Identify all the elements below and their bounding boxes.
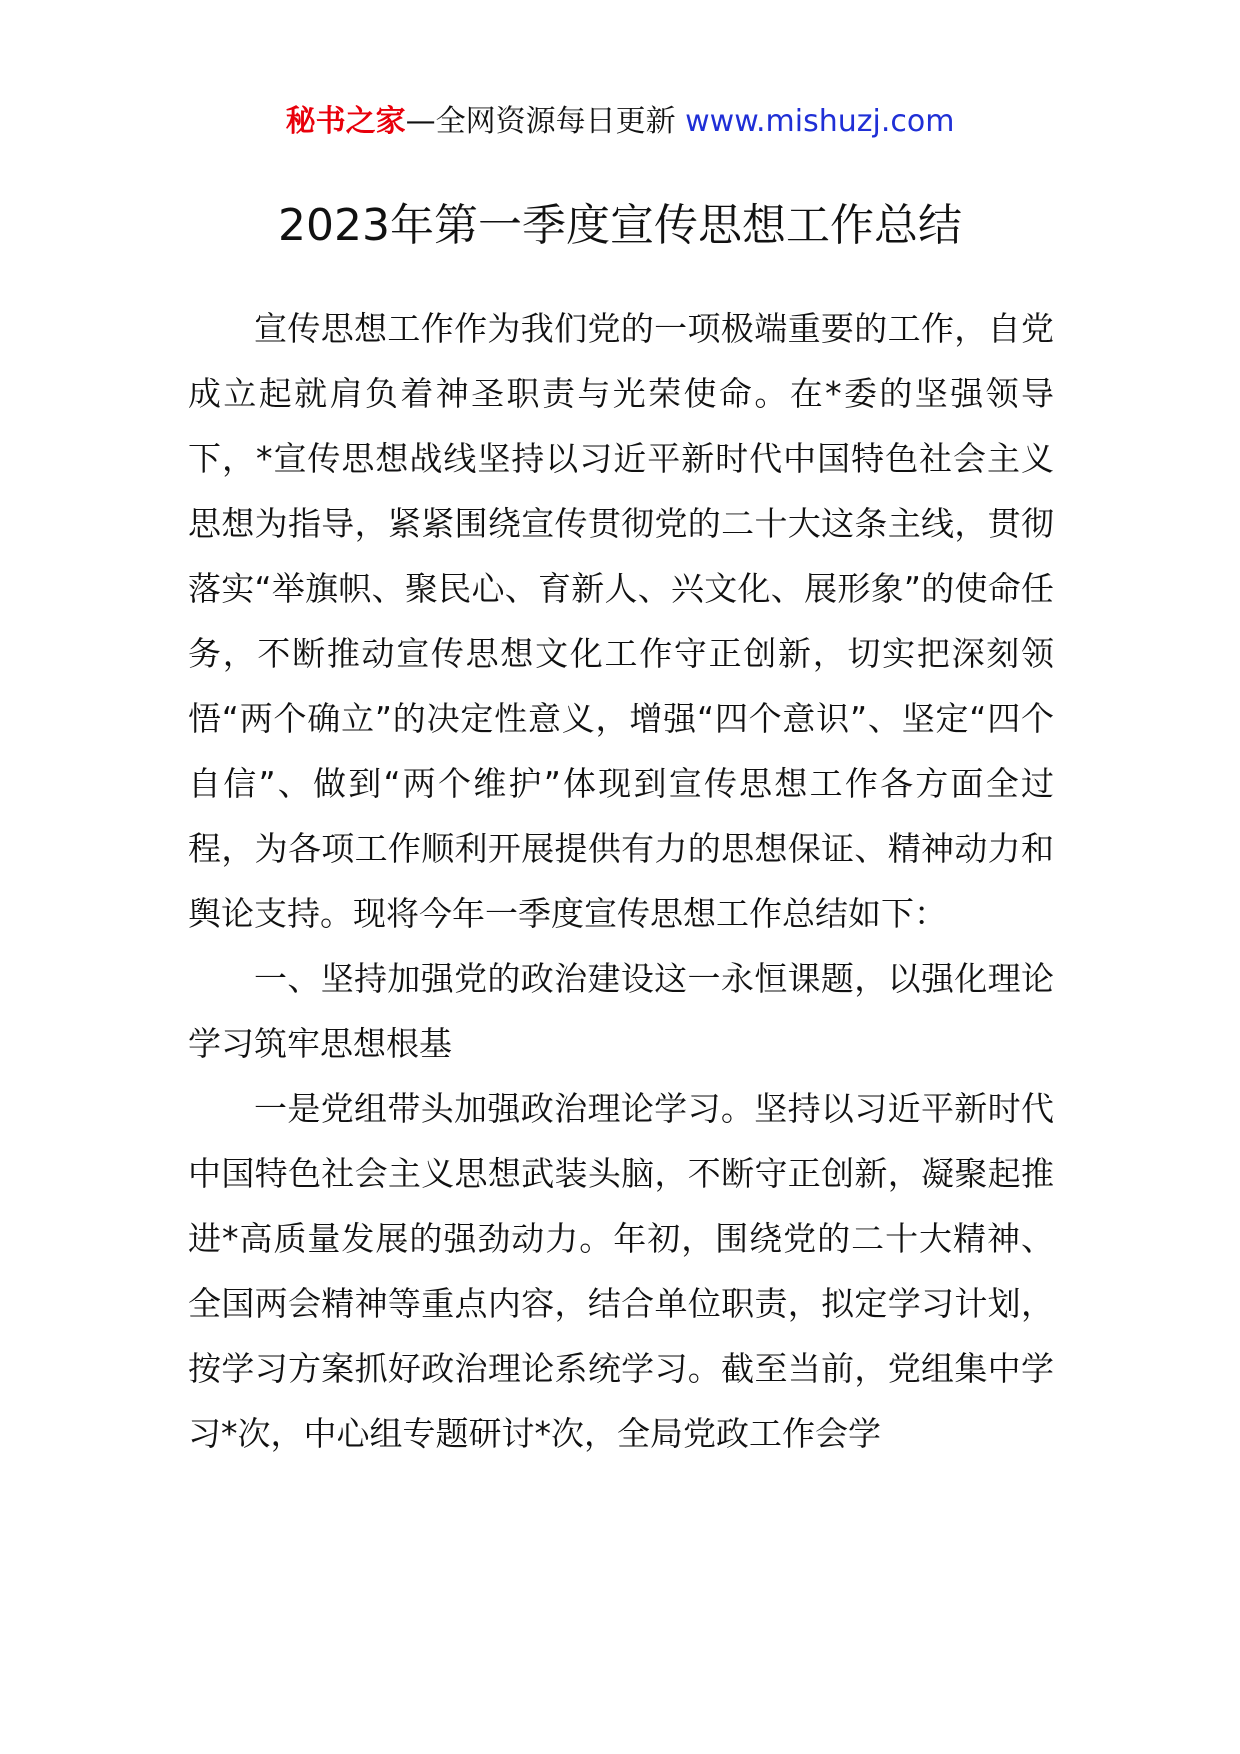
site-header	[0, 100, 1240, 144]
site-tagline: —全网资源每日更新	[405, 104, 686, 139]
document-title: 2023年第一季度宣传思想工作总结	[278, 200, 962, 251]
intro-paragraph: 宣传思想工作作为我们党的一项极端重要的工作，自党成立起就肩负着神圣职责与光荣使命。在*委的坚强领导下，*宣传思想战线坚持以习近平新时代中国特色社会主义思想为指导，紧紧围绕宣传贯彻党的二十大这条主线，贯彻落实“举旗帜、聚民心、育新人、兴文化、展形象”的使命任务，不断推动宣传思想文化工作守正创新，切实把深刻领悟“两个确立”的决定性意义，增强“四个意识”、坚定“四个自信”、做到“两个维护”体现到宣传思想工作各方面全过程，为各项工作顺利开展提供有力的思想保证、精神动力和舆论支持。现将今年一季度宣传思想工作总结如下：	[188, 309, 1054, 933]
document-body	[188, 296, 1054, 1466]
body-paragraph: 一是党组带头加强政治理论学习。坚持以习近平新时代中国特色社会主义思想武装头脑，不断守正创新，凝聚起推进*高质量发展的强劲动力。年初，围绕党的二十大精神、全国两会精神等重点内容，结合单位职责，拟定学习计划，按学习方案抓好政治理论系统学习。截至当前，党组集中学习*次，中心组专题研讨*次，全局党政工作会学	[188, 1089, 1054, 1453]
site-brand: 秘书之家	[285, 104, 406, 139]
section-heading: 一、坚持加强党的政治建设这一永恒课题，以强化理论学习筑牢思想根基	[188, 959, 1054, 1063]
site-url-link[interactable]: www.mishuzj.com	[685, 104, 955, 139]
